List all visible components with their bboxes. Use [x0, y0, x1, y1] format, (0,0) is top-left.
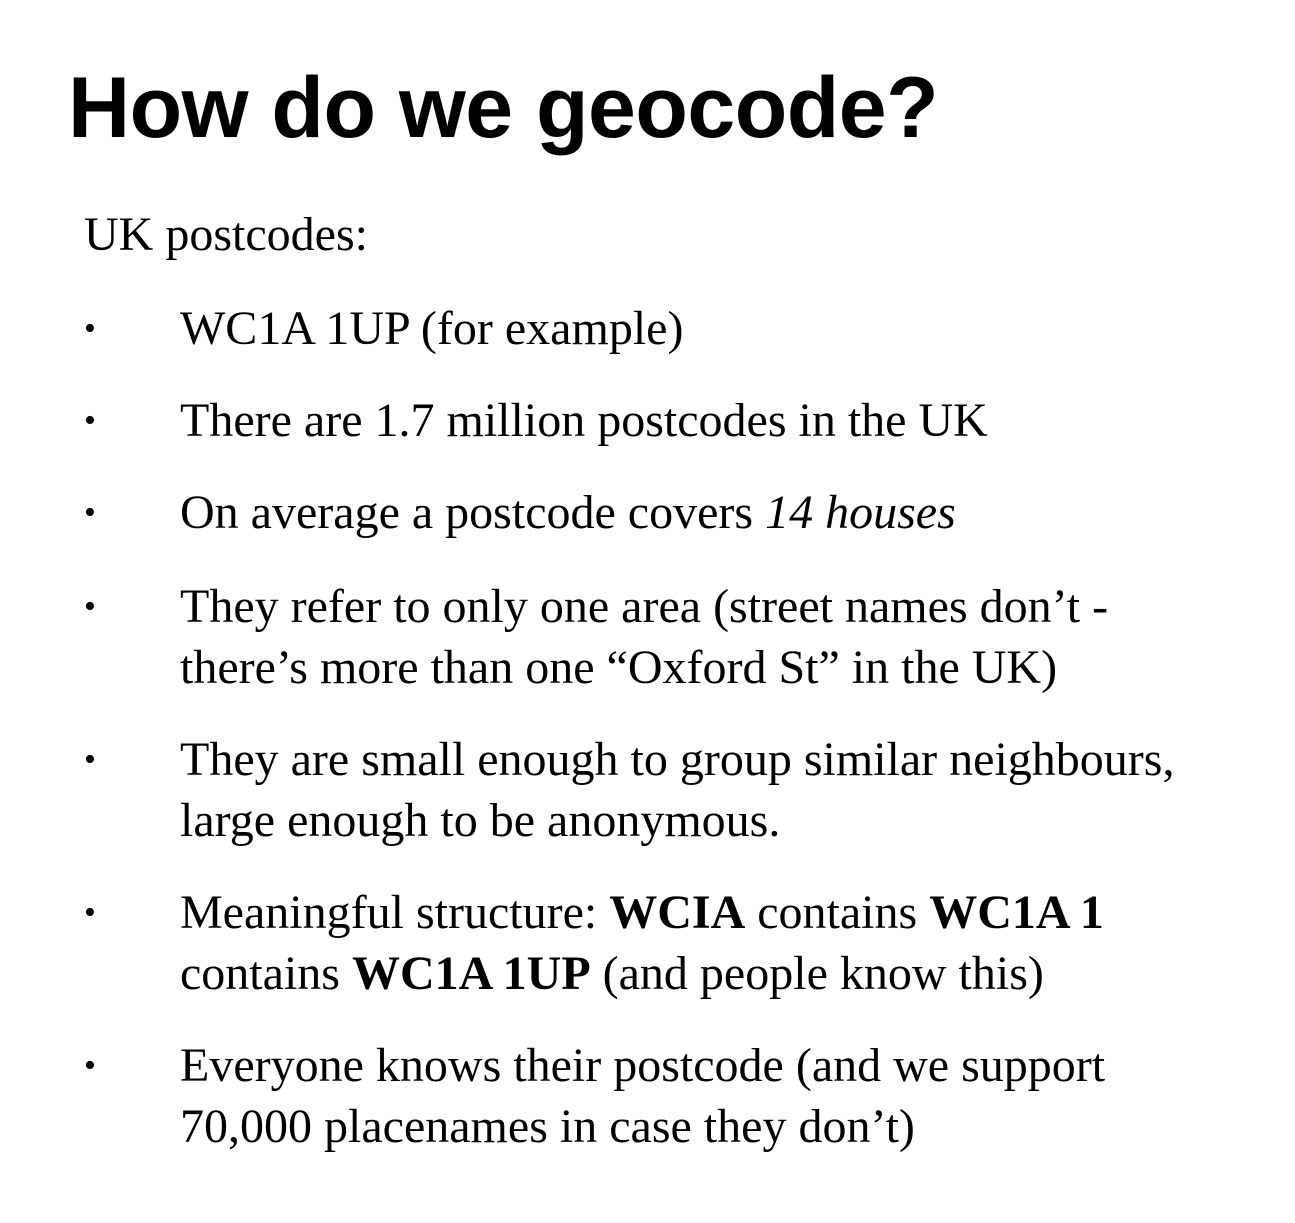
bullet-text-segment: On average a postcode covers	[180, 486, 766, 539]
bullet-text	[180, 298, 1290, 359]
bullet-text-segment: WC1A 1UP (for example)	[180, 302, 684, 355]
bullet-text-segment: WC1A 1UP	[351, 947, 591, 1000]
bullet-line	[180, 882, 1290, 943]
bullet-dot-icon: •	[84, 310, 96, 347]
bullet-line	[180, 482, 1290, 543]
bullet-text	[180, 576, 1290, 698]
bullet-text	[180, 1035, 1290, 1157]
bullet-text-segment: (and people know this)	[590, 947, 1044, 1000]
intro-text: UK postcodes:	[84, 208, 368, 261]
bullet-text	[180, 729, 1290, 851]
bullet-text-segment: They refer to only one area (street names don’t -	[180, 580, 1109, 633]
bullet-line	[180, 1035, 1290, 1096]
bullet-line	[180, 729, 1290, 790]
bullet-text-segment: large enough to be anonymous.	[180, 794, 781, 847]
bullet-line	[180, 390, 1290, 451]
bullet-text	[180, 482, 1290, 543]
bullet-line	[180, 637, 1290, 698]
bullet-text-segment: WCIA	[609, 886, 746, 939]
bullet-text	[180, 390, 1290, 451]
bullet-line	[180, 1096, 1290, 1157]
bullet-dot-icon: •	[84, 494, 96, 531]
bullet-text	[180, 882, 1290, 1004]
bullet-text-segment: Everyone knows their postcode (and we support	[180, 1039, 1106, 1092]
bullet-text-segment: Meaningful structure:	[180, 886, 610, 939]
bullet-dot-icon: •	[84, 894, 96, 931]
bullet-line	[180, 576, 1290, 637]
bullet-line	[180, 790, 1290, 851]
bullet-line	[180, 298, 1290, 359]
bullet-dot-icon: •	[84, 1047, 96, 1084]
bullet-text-segment: 14 houses	[765, 486, 956, 539]
slide-title: How do we geocode?	[68, 60, 939, 156]
bullet-text-segment: There are 1.7 million postcodes in the UK	[180, 394, 988, 447]
bullet-text-segment: contains	[745, 886, 930, 939]
bullet-text-segment: They are small enough to group similar neighbours,	[180, 733, 1175, 786]
bullet-dot-icon: •	[84, 402, 96, 439]
bullet-dot-icon: •	[84, 741, 96, 778]
bullet-text-segment: there’s more than one “Oxford St” in the UK)	[180, 641, 1058, 694]
bullet-text-segment: WC1A 1	[929, 886, 1104, 939]
bullet-text-segment: contains	[180, 947, 352, 1000]
bullet-dot-icon: •	[84, 588, 96, 625]
bullet-text-segment: 70,000 placenames in case they don’t)	[180, 1100, 915, 1153]
bullet-line	[180, 943, 1290, 1004]
